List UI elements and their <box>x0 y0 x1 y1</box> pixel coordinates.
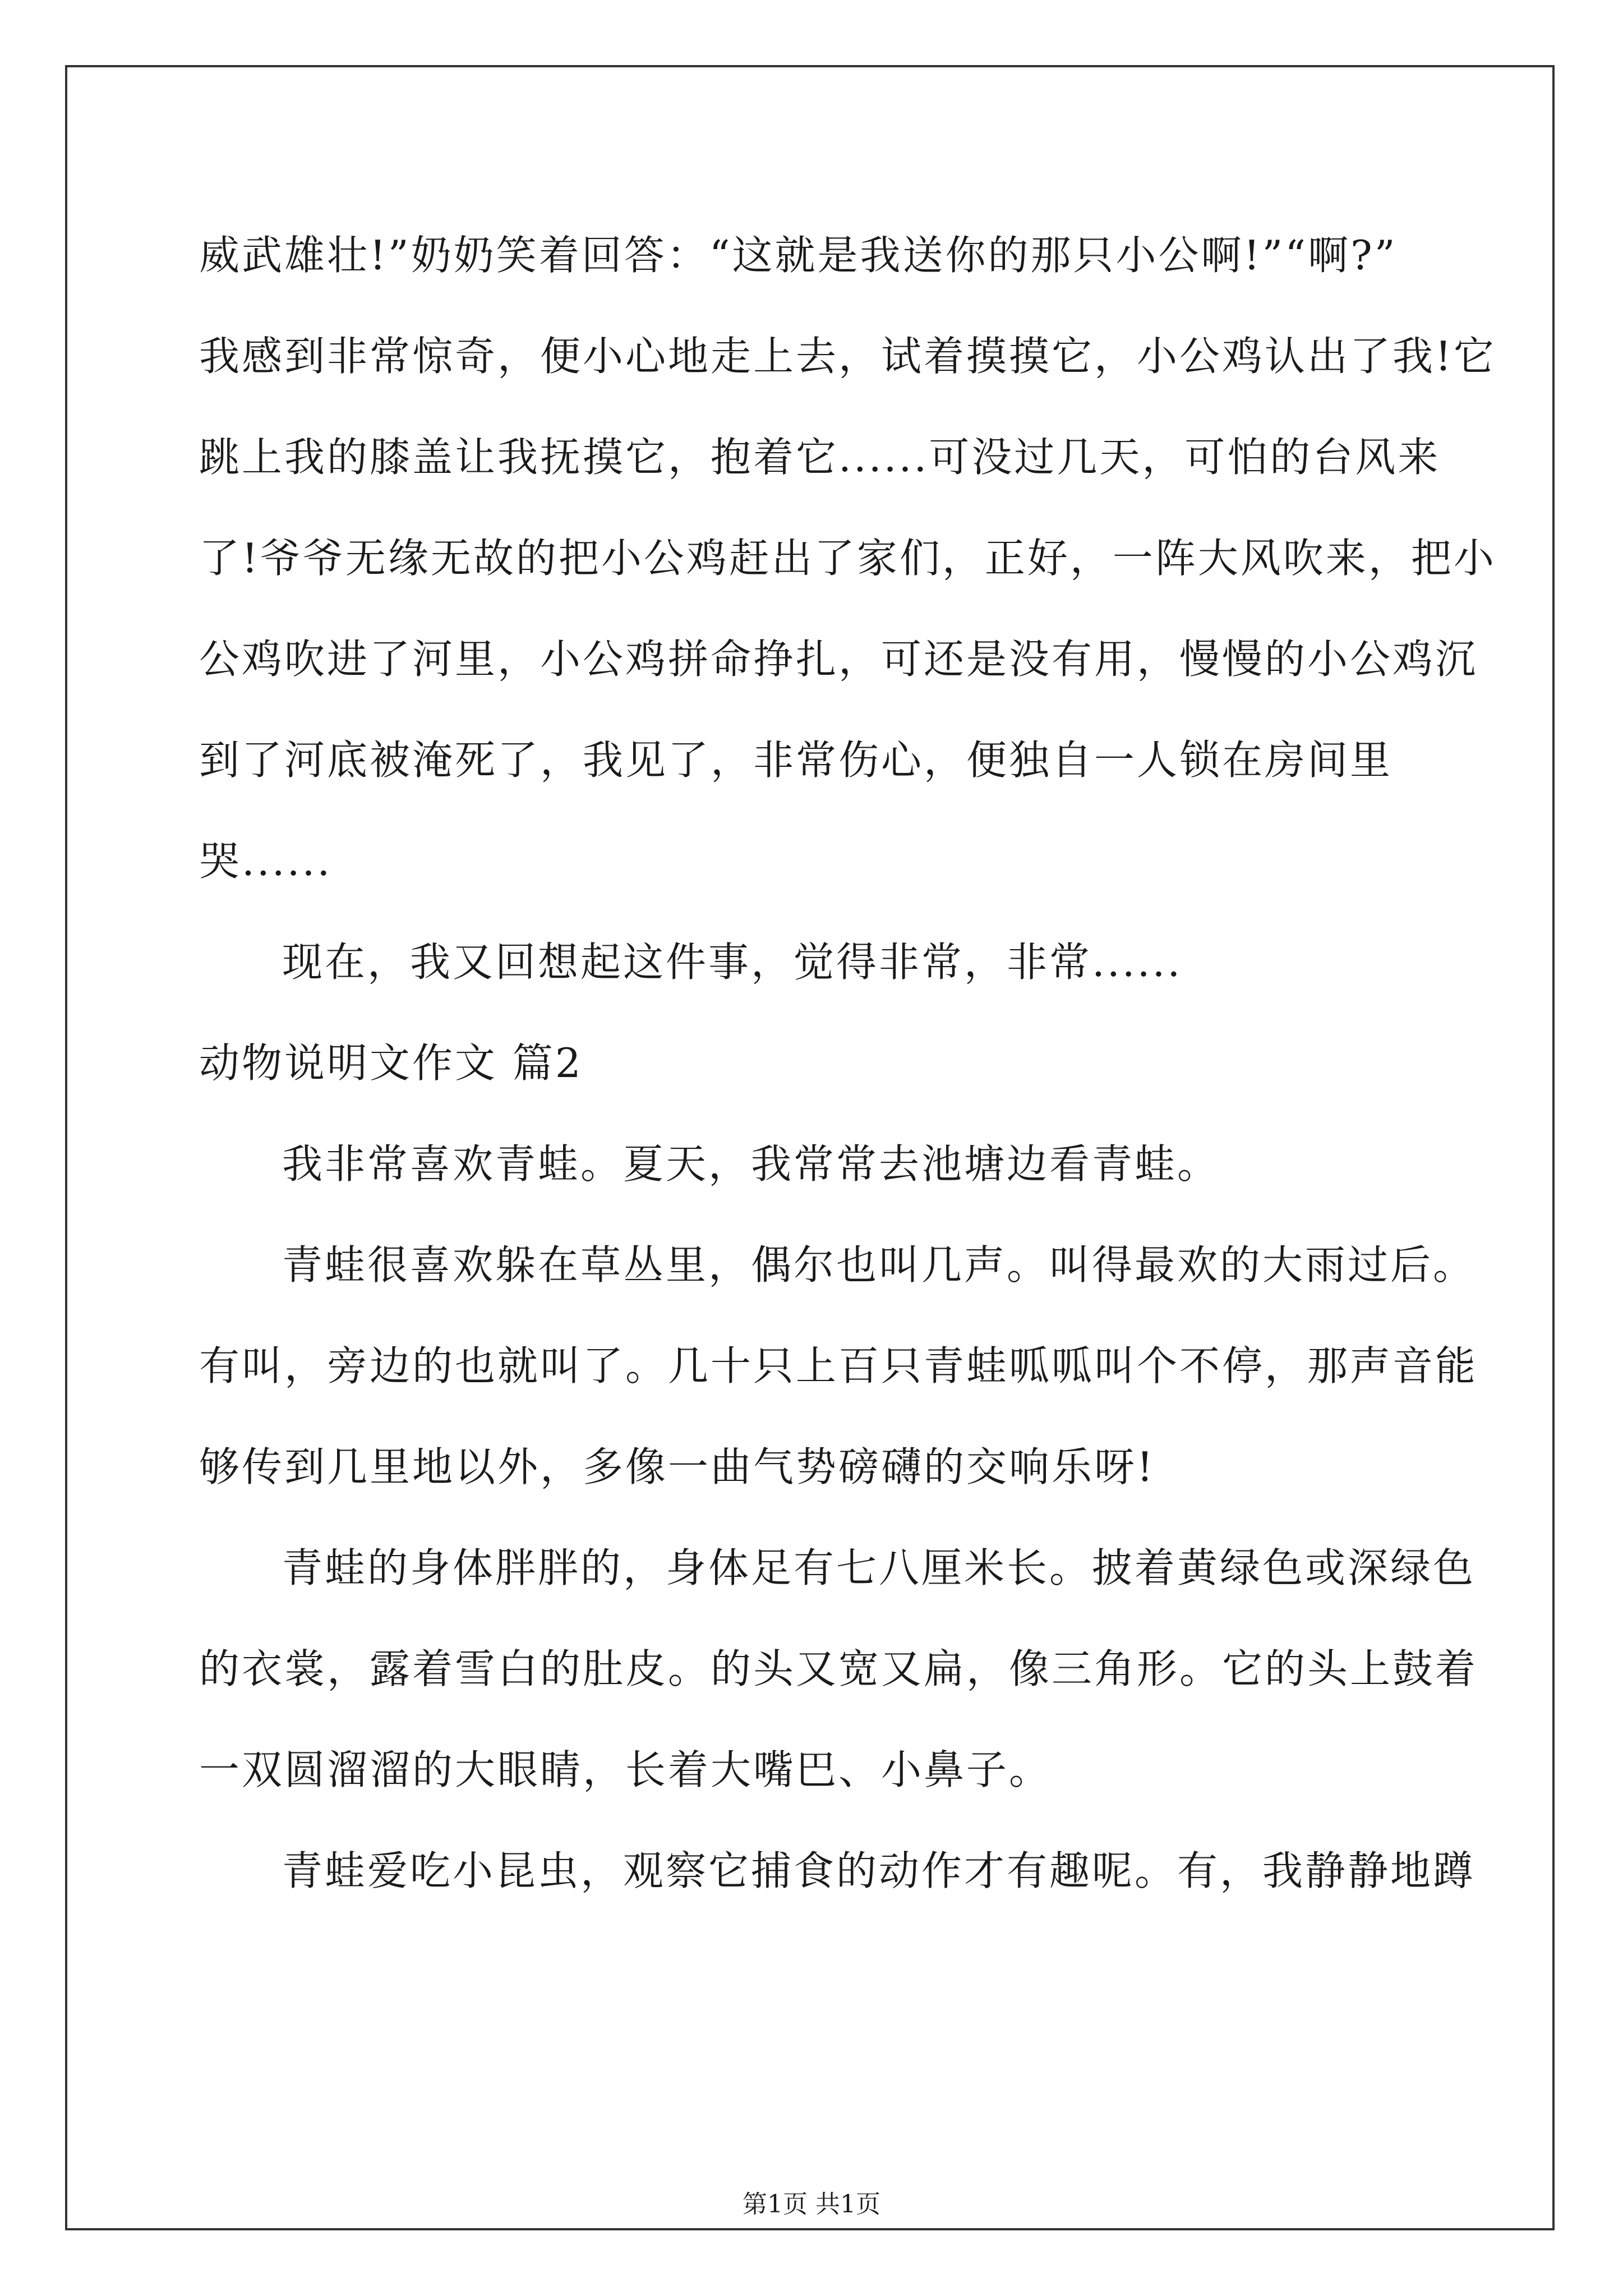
section-heading: 动物说明文作文 篇2 <box>199 1039 583 1087</box>
text-line: 到了河底被淹死了，我见了，非常伤心，便独自一人锁在房间里 <box>199 737 1393 784</box>
paragraph-start-line: 青蛙的身体胖胖的，身体足有七八厘米长。披着黄绿色或深绿色 <box>282 1544 1476 1591</box>
text-line: 公鸡吹进了河里，小公鸡拼命挣扎，可还是没有用，慢慢的小公鸡沉 <box>199 636 1478 683</box>
text-line: 哭...... <box>199 838 333 885</box>
text-line: 跳上我的膝盖让我抚摸它，抱着它......可没过几天，可怕的台风来 <box>199 434 1441 481</box>
text-line: 的衣裳，露着雪白的肚皮。的头又宽又扁，像三角形。它的头上鼓着 <box>199 1645 1478 1692</box>
paragraph-start-line: 青蛙爱吃小昆虫，观察它捕食的动作才有趣呢。有，我静静地蹲 <box>282 1847 1476 1894</box>
paragraph-start-line: 现在，我又回想起这件事，觉得非常，非常...... <box>282 938 1183 986</box>
document-body <box>199 205 1496 1921</box>
page-footer <box>0 2188 1623 2221</box>
text-line: 我感到非常惊奇，便小心地走上去，试着摸摸它，小公鸡认出了我!它 <box>199 333 1496 380</box>
text-line: 够传到几里地以外，多像一曲气势磅礴的交响乐呀! <box>199 1443 1155 1490</box>
text-line: 威武雄壮!”奶奶笑着回答：“这就是我送你的那只小公啊!”“啊?” <box>199 232 1398 279</box>
text-line: 一双圆溜溜的大眼睛，长着大嘴巴、小鼻子。 <box>199 1746 1052 1793</box>
page-number: 第1页 共1页 <box>743 2190 880 2219</box>
text-line: 了!爷爷无缘无故的把小公鸡赶出了家们，正好，一阵大风吹来，把小 <box>199 535 1496 582</box>
paragraph-start-line: 我非常喜欢青蛙。夏天，我常常去池塘边看青蛙。 <box>282 1140 1220 1188</box>
text-line: 有叫，旁边的也就叫了。几十只上百只青蛙呱呱叫个不停，那声音能 <box>199 1342 1478 1389</box>
paragraph-start-line: 青蛙很喜欢躲在草丛里，偶尔也叫几声。叫得最欢的大雨过后。 <box>282 1241 1476 1289</box>
